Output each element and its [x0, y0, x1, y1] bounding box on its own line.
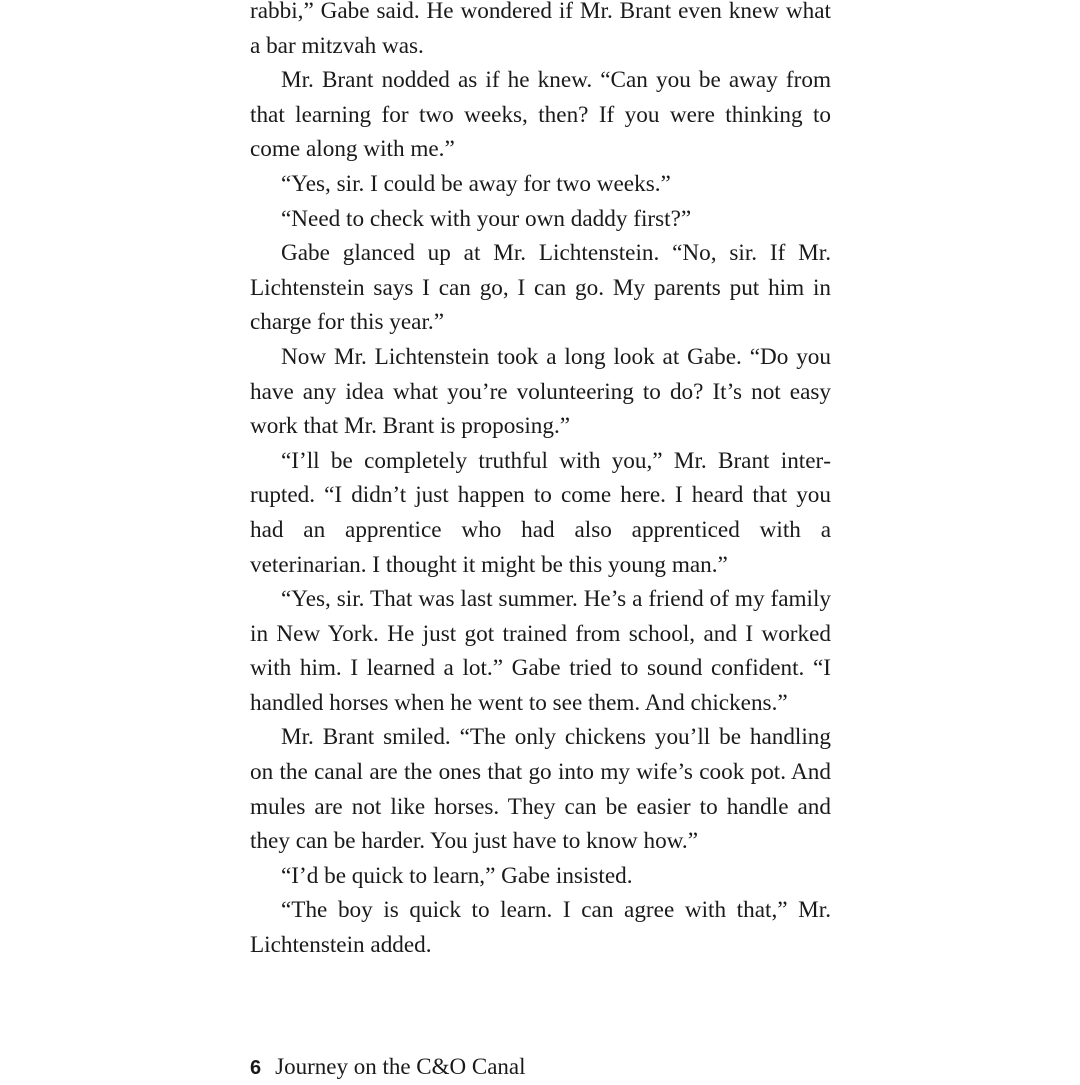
paragraph: Now Mr. Lichtenstein took a long look at Gabe. “Do you have any idea what you’re volunteering to do? It’s not easy work that Mr. Brant is proposing.”: [250, 343, 831, 440]
paragraph: “Yes, sir. That was last summer. He’s a friend of my family in New York. He just got trained from school, and I worked with him. I learned a lot.” Gabe tried to sound confident. “I handled horses when he went to see them. And chickens.”: [250, 586, 831, 716]
paragraph: “I’ll be completely truthful with you,” Mr. Brant interrupted. “I didn’t just happen to come here. I heard that you had an apprentice who had also apprenticed with a veterinarian. I thought it might be this young man.”: [250, 447, 831, 578]
paragraph: Mr. Brant smiled. “The only chickens you’ll be handling on the canal are the ones that go into my wife’s cook pot. And mules are not like horses. They can be easier to handle and they can be harder. You just have to know how.”: [250, 724, 831, 855]
paragraph: Mr. Brant nodded as if he knew. “Can you be away from that learning for two weeks, then? If you were thinking to come along with me.”: [250, 67, 831, 163]
body-text: [250, 0, 831, 963]
page-number: 6: [250, 1057, 262, 1079]
paragraph: “Need to check with your own daddy first?”: [281, 205, 692, 232]
paragraph: Gabe glanced up at Mr. Lichtenstein. “No, sir. If Mr. Lichtenstein says I can go, I can go. My parents put him in charge for this year.”: [250, 240, 831, 336]
paragraph: “The boy is quick to learn. I can agree with that,” Mr. Lichtenstein added.: [250, 897, 831, 959]
paragraph: rabbi,” Gabe said. He wondered if Mr. Brant even knew what a bar mitzvah was.: [250, 0, 831, 59]
paragraph: “Yes, sir. I could be away for two weeks.”: [281, 170, 671, 197]
page-footer: [250, 1050, 526, 1084]
running-title: Journey on the C&O Canal: [275, 1054, 526, 1079]
paragraph: “I’d be quick to learn,” Gabe insisted.: [281, 862, 633, 889]
